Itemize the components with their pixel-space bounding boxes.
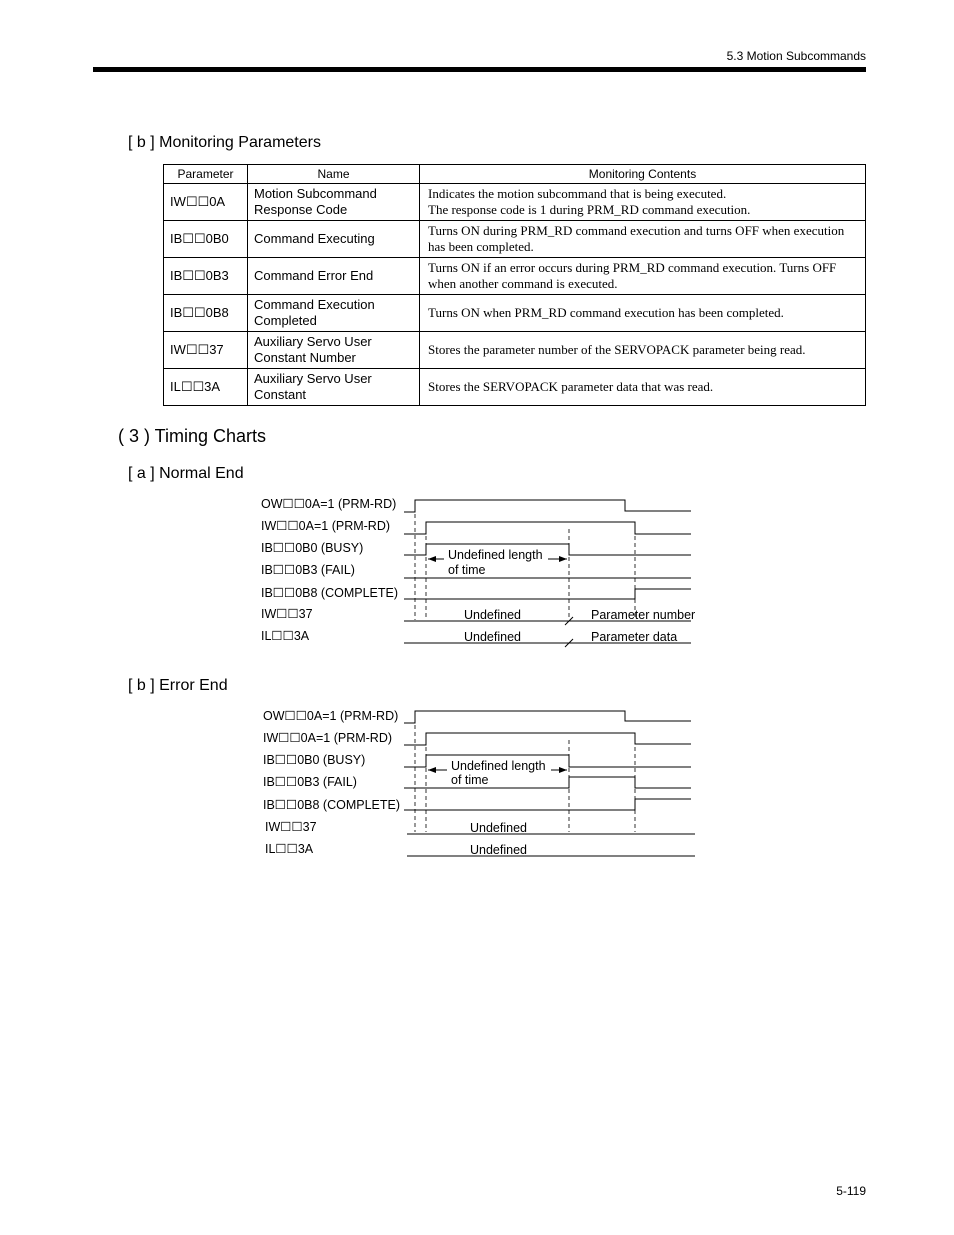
name-line: Command Error End [254,268,374,283]
desc-line: when another command is executed. [428,276,618,291]
desc-line: Stores the parameter number of the SERVOPACK parameter being read. [428,342,806,357]
error-end-chart [263,709,695,857]
signal-label: IW☐☐0A=1 (PRM-RD) [261,519,391,533]
param-cell: IB☐☐0B3 [164,258,248,295]
monitoring-heading: [ b ] Monitoring Parameters [128,134,321,151]
waveform-iw0a [404,733,691,745]
waveform-complete [404,799,691,810]
arrow-head-left [428,767,436,773]
waveform-ow0a [404,711,691,723]
desc-line: Indicates the motion subcommand that is being executed. [428,186,727,201]
name-line: Auxiliary Servo User [254,371,372,386]
param-cell: IB☐☐0B8 [164,295,248,332]
arrow-head-right [559,556,567,562]
normal-end-heading: [ a ] Normal End [128,465,244,482]
name-line: Motion Subcommand [254,186,377,201]
desc-line: Turns ON during PRM_RD command execution and turns OFF when execution [428,223,845,238]
col-parameter: Parameter [164,165,248,184]
normal-signal-labels [261,497,398,643]
arrow-head-right [559,767,567,773]
signal-label: IW☐☐37 [265,820,317,834]
desc-line: has been completed. [428,239,534,254]
normal-end-chart [261,497,695,647]
parameter-data-label: Parameter data [591,630,678,644]
name-line: Constant Number [254,350,356,365]
signal-label: IB☐☐0B3 (FAIL) [263,775,357,789]
error-signal-labels [263,709,400,856]
note-line: Undefined length [448,548,543,562]
page-number: 5-119 [836,1184,866,1198]
name-line: Command Executing [254,231,375,246]
waveform-ow0a [404,500,691,512]
param-cell: IW☐☐37 [164,332,248,369]
param-cell: IW☐☐0A [164,184,248,221]
error-end-heading: [ b ] Error End [128,677,228,694]
undefined-label: Undefined [464,608,521,622]
waveform-iw0a [404,522,691,534]
name-line: Response Code [254,202,348,217]
signal-label: IB☐☐0B0 (BUSY) [261,541,364,555]
waveform-complete [404,589,691,599]
signal-label: IL☐☐3A [261,629,310,643]
col-name: Name [248,165,420,184]
parameter-number-label: Parameter number [591,608,696,622]
note-line: Undefined length [451,759,546,773]
desc-line: The response code is 1 during PRM_RD command execution. [428,202,751,217]
name-line: Completed [254,313,317,328]
signal-label: IB☐☐0B3 (FAIL) [261,563,355,577]
desc-line: Turns ON if an error occurs during PRM_RD command execution. Turns OFF [428,260,837,275]
note-line: of time [451,773,489,787]
desc-line: Stores the SERVOPACK parameter data that was read. [428,379,714,394]
signal-label: IB☐☐0B8 (COMPLETE) [263,798,401,812]
signal-label: IL☐☐3A [265,842,314,856]
name-line: Command Execution [254,297,375,312]
signal-label: IB☐☐0B8 (COMPLETE) [261,586,399,600]
param-cell: IB☐☐0B0 [164,221,248,258]
running-header: 5.3 Motion Subcommands [726,49,866,63]
param-cell: IL☐☐3A [164,369,248,406]
desc-line: Turns ON when PRM_RD command execution has been completed. [428,305,784,320]
note-line: of time [448,563,486,577]
arrow-head-left [428,556,436,562]
signal-label: OW☐☐0A=1 (PRM-RD) [263,709,399,723]
signal-label: OW☐☐0A=1 (PRM-RD) [261,497,397,511]
name-line: Constant [254,387,307,402]
signal-label: IW☐☐37 [261,607,313,621]
signal-label: IB☐☐0B0 (BUSY) [263,753,366,767]
col-contents: Monitoring Contents [420,165,866,184]
undefined-label: Undefined [470,843,527,857]
undefined-label: Undefined [470,821,527,835]
name-line: Auxiliary Servo User [254,334,372,349]
signal-label: IW☐☐0A=1 (PRM-RD) [263,731,393,745]
timing-heading: ( 3 ) Timing Charts [118,426,267,446]
undefined-label: Undefined [464,630,521,644]
